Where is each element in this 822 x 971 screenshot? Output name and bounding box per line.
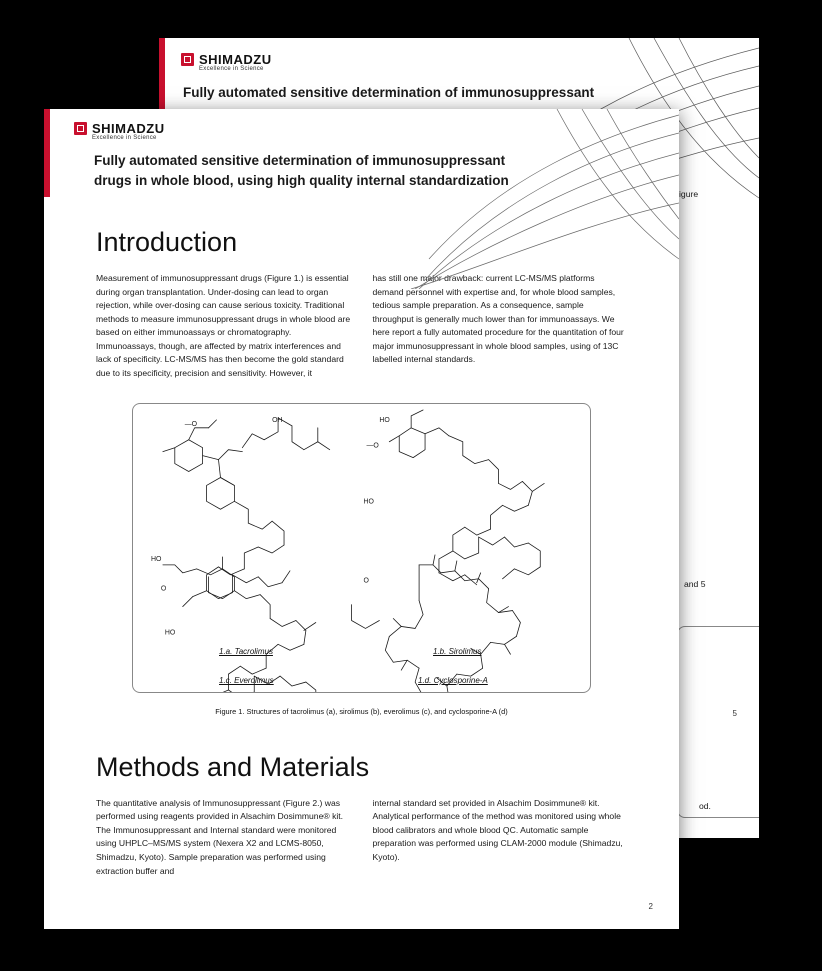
introduction-left-text: Measurement of immunosuppressant drugs (Figure 1.) is essential during organ transplantation. Under-dosing can lead to organ rejection, while over-dosing can cause serious toxicity. Traditional methods to measure immunosuppressant drugs in whole blood are based on either immunoassays or chromatography. Immunoassays, though, are affected by matrix interferences and lack of specificity. LC-MS/MS has then become the gold standard due to its specificity, precision and sensitivity. However, it [96,273,351,379]
methods-heading: Methods and Materials [96,751,370,782]
back-figure-box [677,626,759,818]
front-page-title-line2: drugs in whole blood, using high quality internal standardization [94,173,509,188]
svg-text:HO: HO [363,497,374,505]
shimadzu-mark-icon [74,122,87,135]
back-page-number: 5 [732,709,737,718]
structure-label-sirolimus: 1.b. Sirolimus [433,646,482,656]
methods-right-column [373,797,628,878]
back-page-header [159,38,759,112]
svg-text:O: O [160,585,167,593]
front-page-content [44,227,679,878]
svg-text:—O: —O [366,442,379,450]
methods-right-text: internal standard set provided in Alsachim Dosimmune® kit. Analytical performance of the method was monitored using whole blood calibrators and whole blood QC. Automatic sample preparation was performed using CLAM-2000 module (Shimadzu, Kyoto). [372,797,623,862]
front-page-header [44,109,679,197]
introduction-left-column [96,272,351,381]
brand-name: SHIMADZU [199,52,272,67]
svg-text:HO: HO [150,555,162,563]
header-red-bar-front [44,109,50,197]
introduction-right-text: has still one major drawback: current LC-MS/MS platforms demand personnel with expertise and, for whole blood samples, tedious sample preparation. As a consequence, sample throughput is generally much lower than for immunoassays. We here report a fully automated procedure for the quantitation of four major immunosuppressant in whole blood samples, using of 13C labelled internal standards. [372,273,624,365]
front-page-title-line1: Fully automated sensitive determination of immunosuppressant [94,153,506,168]
back-fragment-figure: igure [679,189,699,199]
structure-label-cyclosporine-a: 1.d. Cyclosporine-A [418,675,488,685]
chemical-structures-figure [133,404,590,692]
front-page-number: 2 [648,902,653,911]
methods-left-column [96,797,351,878]
methods-columns [96,797,627,878]
figure-1-caption: Figure 1. Structures of tacrolimus (a), sirolimus (b), everolimus (c), and cyclosporine-A (d) [215,706,508,716]
brand-tagline: Excellence in Science [92,135,157,141]
introduction-heading: Introduction [96,227,238,257]
back-fragment-and5: and 5 [684,579,706,589]
header-red-bar [159,38,165,112]
svg-text:O: O [363,577,369,585]
shimadzu-mark-icon [181,53,194,66]
shimadzu-logo-front [74,121,165,141]
svg-text:OH: OH [272,416,283,424]
back-page-title: Fully automated sensitive determination of immunosuppressant [183,85,595,100]
figure-1-box [132,403,591,693]
svg-text:HO: HO [379,416,390,424]
svg-text:HO: HO [164,629,176,637]
brand-name: SHIMADZU [92,121,165,136]
brand-tagline: Excellence in Science [199,66,264,72]
shimadzu-logo [181,52,272,72]
structure-label-tacrolimus: 1.a. Tacrolimus [219,646,273,656]
introduction-right-column [373,272,628,381]
introduction-columns [96,272,627,381]
document-page-front [44,109,679,929]
methods-left-text: The quantitative analysis of Immunosuppressant (Figure 2.) was performed using reagents provided in Alsachim Dosimmune® kit. The Immunosuppressant and Internal standard were monitored using UHPLC–MS/MS system (Nexera X2 and LCMS-8050, Shimadzu, Kyoto). Sample preparation was performed using extraction buffer and [96,797,344,876]
back-fragment-od: od. [699,801,711,811]
structure-label-everolimus: 1.c. Everolimus [219,675,274,685]
svg-text:—O: —O [184,420,198,428]
